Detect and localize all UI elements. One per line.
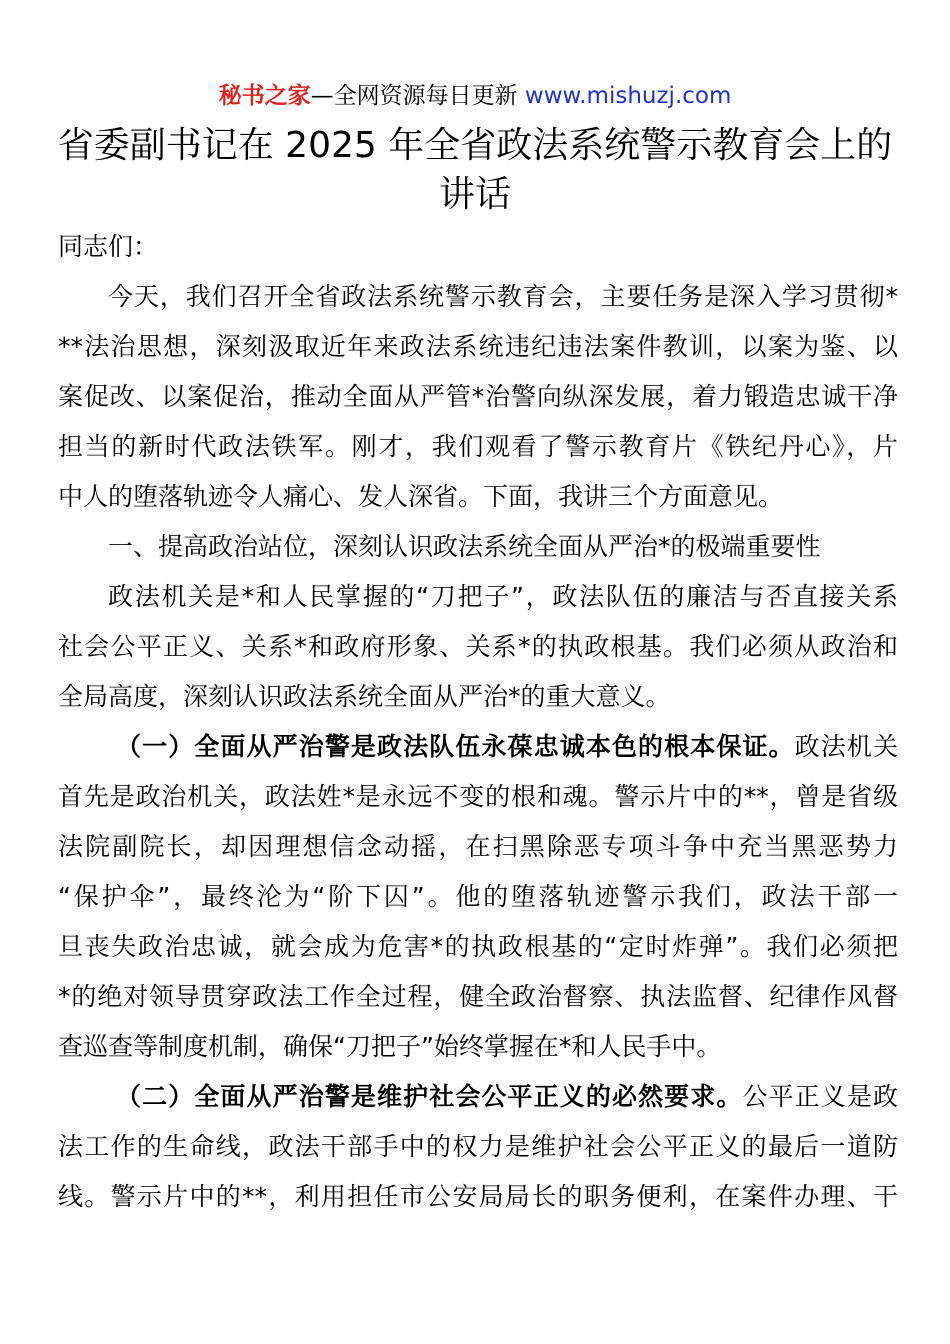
paragraph-line: 中人的堕落轨迹令人痛心、发人深省。下面，我讲三个方面意见。 bbox=[58, 482, 784, 511]
paragraph-line: 政法机关是*和人民掌握的“刀把子”，政法队伍的廉洁与否直接关系 bbox=[108, 582, 898, 611]
site-brand: 秘书之家 bbox=[218, 83, 311, 109]
document-title-line-2: 讲话 bbox=[438, 174, 511, 215]
paragraph-line: 旦丧失政治忠诚，就会成为危害*的执政根基的“定时炸弹”。我们必须把 bbox=[58, 932, 898, 961]
paragraph-line: 社会公平正义、关系*和政府形象、关系*的执政根基。我们必须从政治和 bbox=[58, 632, 898, 661]
paragraph-line: 法院副院长，却因理想信念动摇，在扫黑除恶专项斗争中充当黑恶势力 bbox=[58, 832, 898, 861]
document-title-line-1: 省委副书记在 2025 年全省政法系统警示教育会上的 bbox=[57, 125, 893, 166]
paragraph-line: **法治思想，深刻汲取近年来政法系统违纪违法案件教训，以案为鉴、以 bbox=[58, 332, 898, 361]
section-heading: 一、提高政治站位，深刻认识政法系统全面从严治*的极端重要性 bbox=[108, 532, 821, 561]
paragraph-text: 公平正义是政 bbox=[742, 1082, 898, 1111]
paragraph-line: 案促改、以案促治，推动全面从严管*治警向纵深发展，着力锻造忠诚干净 bbox=[58, 382, 898, 411]
salutation: 同志们： bbox=[58, 232, 159, 261]
paragraph-text: 政法机关 bbox=[794, 732, 898, 761]
paragraph-line bbox=[58, 731, 898, 763]
paragraph-line bbox=[58, 1081, 898, 1113]
paragraph-line: 查巡查等制度机制，确保“刀把子”始终掌握在*和人民手中。 bbox=[58, 1032, 722, 1061]
paragraph-line: *的绝对领导贯穿政法工作全过程，健全政治督察、执法监督、纪律作风督 bbox=[58, 982, 898, 1011]
paragraph-line: “保护伞”，最终沦为“阶下囚”。他的堕落轨迹警示我们，政法干部一 bbox=[58, 882, 898, 911]
site-header bbox=[0, 80, 950, 112]
site-url-link[interactable]: www.mishuzj.com bbox=[517, 83, 732, 109]
paragraph-line: 今天，我们召开全省政法系统警示教育会，主要任务是深入学习贯彻* bbox=[108, 282, 898, 311]
paragraph-line: 法工作的生命线，政法干部手中的权力是维护社会公平正义的最后一道防 bbox=[58, 1132, 898, 1161]
paragraph-line: 全局高度，深刻认识政法系统全面从严治*的重大意义。 bbox=[58, 682, 671, 711]
subsection-heading: （一）全面从严治警是政法队伍永葆忠诚本色的根本保证。 bbox=[116, 732, 795, 761]
paragraph-line: 首先是政治机关，政法姓*是永远不变的根和魂。警示片中的**，曾是省级 bbox=[58, 782, 898, 811]
site-tagline: —全网资源每日更新 bbox=[310, 83, 518, 109]
paragraph-line: 担当的新时代政法铁军。刚才，我们观看了警示教育片《铁纪丹心》，片 bbox=[58, 432, 898, 461]
paragraph-line: 线。警示片中的**，利用担任市公安局局长的职务便利，在案件办理、干 bbox=[58, 1182, 898, 1211]
subsection-heading: （二）全面从严治警是维护社会公平正义的必然要求。 bbox=[116, 1082, 743, 1111]
